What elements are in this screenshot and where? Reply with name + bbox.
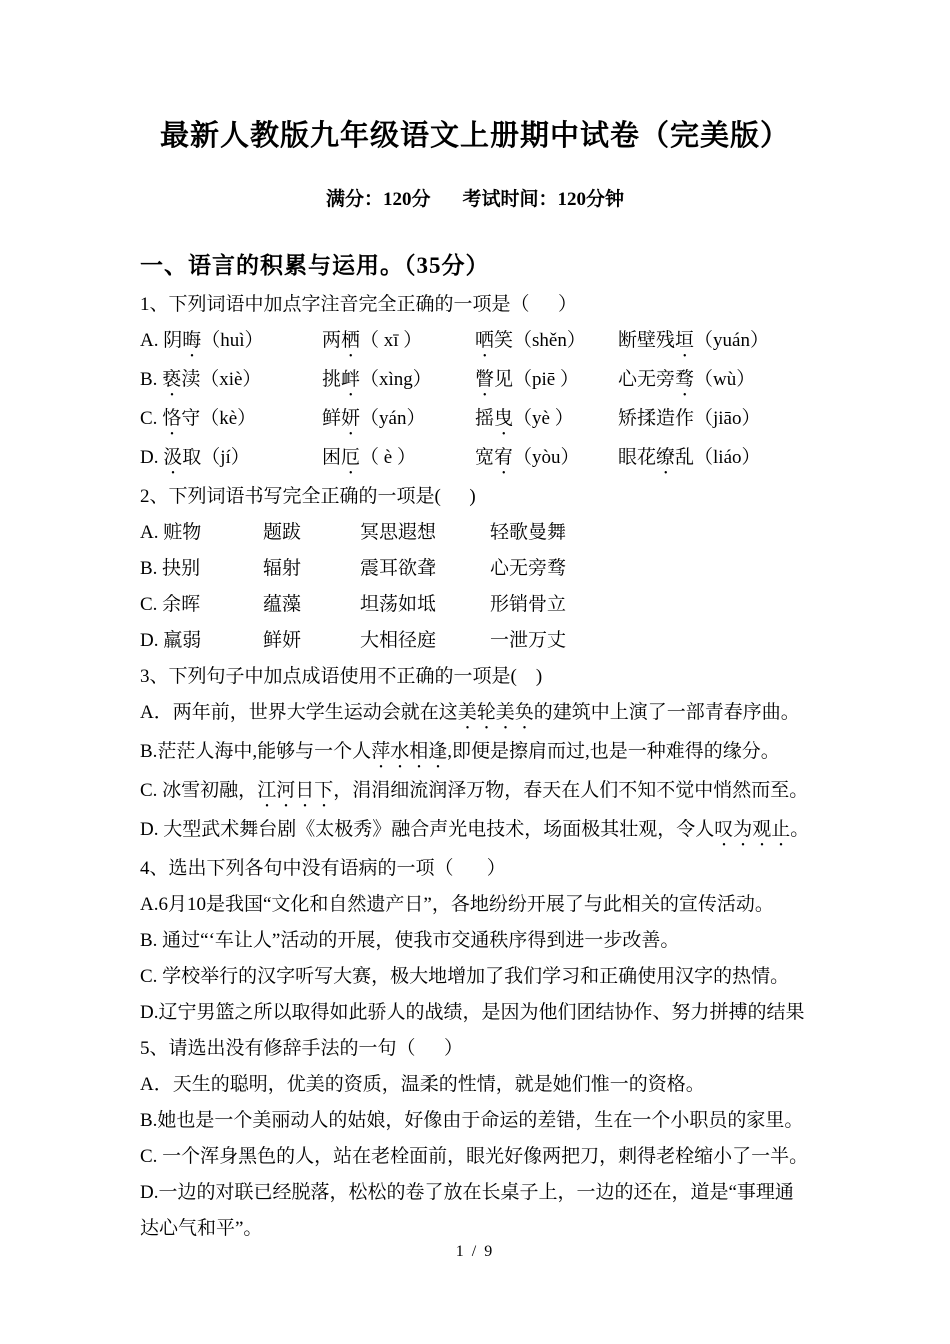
emphasis-dotted-text: 曳: [494, 408, 514, 429]
question-2-option-C-word-1: C. 余晖: [140, 594, 201, 615]
emphasis-dotted-text: 厄: [341, 447, 361, 468]
question-3-option-B: B.茫茫人海中,能够与一个人萍水相逢,即便是擦肩而过,也是一种难得的缘分。: [140, 741, 780, 762]
section-heading: 一、语言的积累与运用。（35分）: [140, 253, 490, 278]
question-1-option-D-word-2: 困厄（ è ）: [322, 447, 416, 468]
emphasis-dotted-text: 江河日下: [257, 780, 334, 801]
question-4: [140, 851, 812, 1031]
question-2-option-C: [140, 587, 812, 623]
question-2-option-C-word-4: 形销骨立: [490, 594, 567, 615]
question-2-option-A-word-2: 题跋: [263, 522, 302, 543]
question-4-option-D: D.辽宁男篮之所以取得如此骄人的战绩，是因为他们团结协作、努力拼搏的结果: [140, 1002, 805, 1023]
question-5-option-A: A．天生的聪明，优美的资质，温柔的性情，就是她们惟一的资格。: [140, 1074, 705, 1095]
question-3-stem: 3、下列句子中加点成语使用不正确的一项是( ): [140, 666, 543, 687]
page-title: 最新人教版九年级语文上册期中试卷（完美版）: [159, 120, 790, 152]
question-1-option-D: [140, 440, 812, 479]
question-1-option-B-word-4: 心无旁骛（wù）: [618, 369, 756, 390]
question-2-option-C-word-2: 蕴藻: [263, 594, 302, 615]
question-2-option-A-word-1: A. 赃物: [140, 522, 202, 543]
question-2-option-B-word-2: 辐射: [263, 558, 302, 579]
question-5-option-C: C. 一个浑身黑色的人，站在老栓面前，眼光好像两把刀，刺得老栓缩小了一半。: [140, 1146, 809, 1167]
emphasis-dotted-text: 妍: [341, 408, 361, 429]
question-1-option-D-word-3: 宽宥（yòu）: [475, 447, 580, 468]
question-2-option-A: [140, 515, 812, 551]
question-1-option-A-word-4: 断壁残垣（yuán）: [618, 330, 769, 351]
question-2-option-B-word-3: 震耳欲聋: [360, 558, 437, 579]
emphasis-dotted-text: 瞥: [475, 369, 495, 390]
question-5-option-D: D.一边的对联已经脱落，松松的卷了放在长桌子上，一边的还在，道是“事理通达心气和平”。: [140, 1182, 794, 1239]
emphasis-dotted-text: 衅: [341, 369, 361, 390]
question-3: [140, 659, 812, 851]
question-1-option-A: [140, 323, 812, 362]
question-1-option-C-word-4: 矫揉造作（jiāo）: [618, 408, 761, 429]
emphasis-dotted-text: 骛: [675, 369, 695, 390]
question-1-option-B-word-3: 瞥见（piē ）: [475, 369, 579, 390]
question-1-stem: 1、下列词语中加点字注音完全正确的一项是（ ）: [140, 294, 578, 315]
question-3-option-A: A．两年前，世界大学生运动会就在这美轮美奂的建筑中上演了一部青春序曲。: [140, 702, 800, 723]
emphasis-dotted-text: 晦: [182, 330, 202, 351]
questions-container: [140, 287, 812, 1247]
question-1-option-B-word-1: B. 亵渎（xiè）: [140, 369, 262, 390]
full-score-label: 满分：120分: [325, 189, 431, 210]
question-1-option-C-word-2: 鲜妍（yán）: [322, 408, 426, 429]
page-number: 1 / 9: [455, 1243, 495, 1260]
question-5: [140, 1031, 812, 1247]
question-1-option-D-word-1: D. 汲取（jí）: [140, 447, 250, 468]
emphasis-dotted-text: 美轮美奂: [457, 702, 534, 723]
emphasis-dotted-text: 萍水相逢: [371, 741, 448, 762]
question-1-option-A-word-1: A. 阴晦（huì）: [140, 330, 264, 351]
question-5-option-B: B.她也是一个美丽动人的姑娘，好像由于命运的差错，生在一个小职员的家里。: [140, 1110, 804, 1131]
question-2-stem: 2、下列词语书写完全正确的一项是( ): [140, 486, 476, 507]
question-1-option-D-word-4: 眼花缭乱（liáo）: [618, 447, 761, 468]
question-2-option-D-word-2: 鲜妍: [263, 630, 302, 651]
question-1-option-B-word-2: 挑衅（xìng）: [322, 369, 432, 390]
exam-time-label: 考试时间：120分钟: [462, 189, 625, 210]
question-3-option-C: C. 冰雪初融，江河日下，涓涓细流润泽万物，春天在人们不知不觉中悄然而至。: [140, 780, 809, 801]
question-2-option-A-word-3: 冥思遐想: [360, 522, 437, 543]
emphasis-dotted-text: 恪: [162, 408, 182, 429]
emphasis-dotted-text: 汲: [163, 447, 183, 468]
question-1-option-B: [140, 362, 812, 401]
emphasis-dotted-text: 缭: [656, 447, 676, 468]
question-2-option-D-word-1: D. 羸弱: [140, 630, 202, 651]
question-2-option-D-word-4: 一泄万丈: [490, 630, 567, 651]
question-4-option-C: C. 学校举行的汉字听写大赛，极大地增加了我们学习和正确使用汉字的热情。: [140, 966, 790, 987]
emphasis-dotted-text: 垣: [675, 330, 695, 351]
emphasis-dotted-text: 宥: [494, 447, 514, 468]
content-area: [140, 251, 812, 1247]
question-2-option-D: [140, 623, 812, 659]
question-1-option-C-word-1: C. 恪守（kè）: [140, 408, 257, 429]
question-2-option-A-word-4: 轻歌曼舞: [490, 522, 567, 543]
emphasis-dotted-text: 哂: [475, 330, 495, 351]
emphasis-dotted-text: 栖: [341, 330, 361, 351]
question-4-stem: 4、选出下列各句中没有语病的一项（ ）: [140, 858, 506, 879]
question-1: [140, 287, 812, 479]
question-2: [140, 479, 812, 659]
question-1-option-C: [140, 401, 812, 440]
question-1-option-A-word-2: 两栖（ xī ）: [322, 330, 423, 351]
question-2-option-D-word-3: 大相径庭: [360, 630, 437, 651]
emphasis-dotted-text: 亵: [162, 369, 182, 390]
question-4-option-A: A.6月10是我国“文化和自然遗产日”，各地纷纷开展了与此相关的宣传活动。: [140, 894, 774, 915]
exam-info: [0, 184, 950, 211]
emphasis-dotted-text: 叹为观止: [714, 819, 791, 840]
question-3-option-D: D. 大型武术舞台剧《太极秀》融合声光电技术，场面极其壮观，令人叹为观止。: [140, 819, 810, 840]
question-5-stem: 5、请选出没有修辞手法的一句（ ）: [140, 1038, 464, 1059]
question-4-option-B: B. 通过“‘车让人”活动的开展，使我市交通秩序得到进一步改善。: [140, 930, 680, 951]
question-2-option-B: [140, 551, 812, 587]
question-2-option-C-word-3: 坦荡如坻: [360, 594, 437, 615]
question-2-option-B-word-1: B. 抉别: [140, 558, 201, 579]
question-2-option-B-word-4: 心无旁骛: [490, 558, 567, 579]
question-1-option-C-word-3: 摇曳（yè ）: [475, 408, 574, 429]
question-1-option-A-word-3: 哂笑（shěn）: [475, 330, 586, 351]
